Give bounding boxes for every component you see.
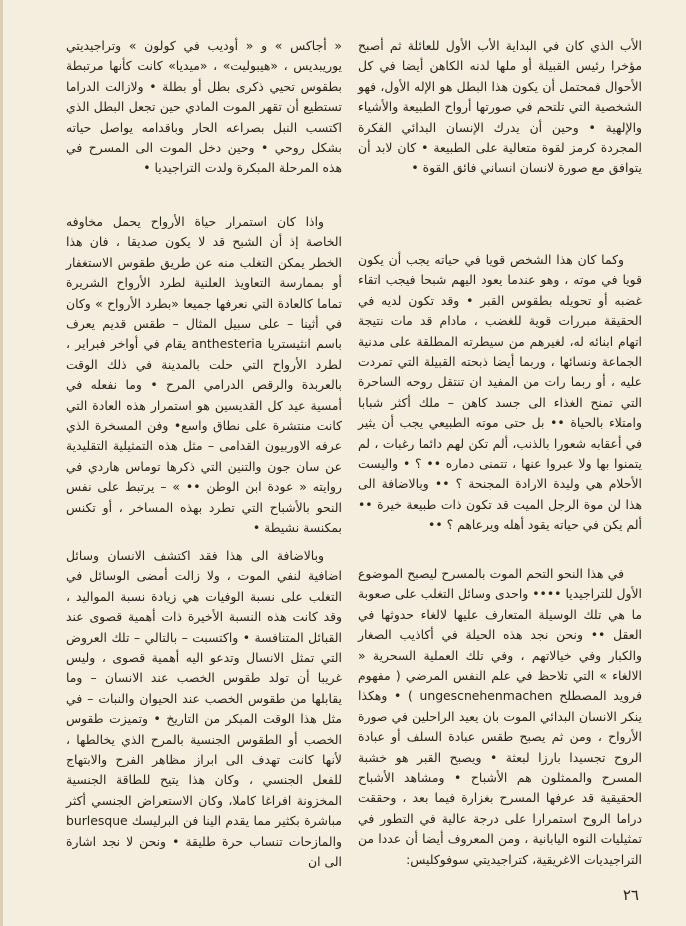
paragraph: وكما كان هذا الشخص قويا في حياته يجب أن يكون قويا في موته ، وهو عندما يعود اليهم شبحا فيجب اتقاء غضبه أو تحويله بطقوس القبر • وقد تكون لديه في الحقيقة مبررات قوية للغضب ، مادام قد مات نتيجة اتهام ابنائه له، لغيرهم من سيطرته المطلقة على مدنية الجماعة ونسائها ، وربما أيضا ذبحته القبيلة التي تمردت عليه ، أو ربما رات من المفيد ان تنتقل روحه الساحرة التي تمنح الغذاء الى جسد كاهن – ملك أكثر شبابا وامتلاء بالحياة •• بل حتى موته الطبيعي يجب أن يثير في أعقابه شعورا بالذنب، ألم تكن لهم دائما رغبات ، لم يتمنوا بها ولا عبروا عنها ، تتمنى دماره •• ؟ • واليست الأحلام هي وليدة الارادة المجنحة ؟ •• وبالاضافة الى هذا لن موة الرجل الميت قد تكون ذات طبيعة خيرة •• ألم يكن في حياته يقود أهله ويرعاهم ؟ •• [358, 252, 642, 533]
paragraph: وبالاضافة الى هذا فقد اكتشف الانسان وسائل اضافية لنفي الموت ، ولا زالت أمضى الوسائل في التغلب على نسبة الوفيات هي زيادة نسبة المواليد ، وقد كانت هذه النسبة الأخيرة ذات أهمية قصوى عند القبائل المتنافسة • واكتسبت – بالتالي – تلك العروض التي تمثل الانسال وتدعو اليه أهمية قصوى ، وليس غريبا أن تولد طقوس الخصب عند الانسان – وما يقابلها من طقوس الخصب عند الحيوان والنبات – في مثل هذا الوقت المبكر من التاريخ • وتميزت طقوس الخصب أو الطقوس الجنسية بالمرح الذي يخالطها ، لأنها كانت تهدف الى ابراز مظاهر الفرح والابتهاج للفعل الجنسي ، وكان هذا يتيح للطاقة الجنسية المخزونة افراغا كاملا، وكان الاستعراض الجنسي أكثر مباشرة بكثير مما يقدم الينا فن البرليسك burlesque والمازحات تنساب حرة طليقة • ونحن لا نجد اشارة الى ان [66, 548, 342, 870]
paragraph: واذا كان استمرار حياة الأرواح يحمل مخاوفه الخاصة إذ أن الشبح قد لا يكون صديقا ، فان هذا الخطر يمكن التغلب منه عن طريق طقوس الاستغفار أو بممارسة التعاويذ العلنية لطرد الأرواح الشريرة تماما كالعادة التي نعرفها جميعا «بطرد الأرواح » وكان في أثينا – على سبيل المثال – طقس قديم يعرف باسم انثيستريا anthesteria يقام في أواخر فبراير ، لطرد الأرواح التي حلت بالمدينة في ذلك الوقت بالعربدة والرقص الدرامي المرح • وما نفعله في أمسية عيد كل القديسين هو استمرار هذه العادة التي كانت منتشرة على نطاق واسع• وفن المسخرة الذي عرفه الاوربيون القدامى – مثل هذه التمثيلية التقليدية عن سان جون والتنين التي ذكرها توماس هاردي في روايته « عودة ابن الوطن •• » – يرتبط على نفس النحو بالأشباح التي تطرد بهذه المساخر ، أو تكنس بمكنسة نشيطة • [66, 214, 343, 536]
right-column-paragraph-3 [358, 564, 642, 870]
left-column-paragraph-3 [66, 546, 342, 873]
right-column-paragraph-1 [358, 36, 642, 179]
paragraph: « أجاكس » و « أوديب في كولون » وتراجيديتي يوريبديس ، «هيبوليت» ، «ميديا» كانت كأنها مرتبطة بطقوس تحيي ذكرى بطل أو بطلة • ولازالت الدراما تستطيع أن تقهر الموت المادي حين تجعل البطل الذي اكتسب النبل بصراعه الحار وباقدامه يواصل حياته بشكل روحي • وحين دخل الموت الى المسرح في هذه المرحلة المبكرة ولدت التراجيديا • [66, 38, 342, 176]
page-number: ٢٦ [622, 886, 639, 904]
page-edge-left [0, 0, 3, 926]
left-column-paragraph-1 [66, 36, 342, 179]
paragraph: في هذا النحو التحم الموت بالمسرح ليصبح الموضوع الأول للتراجيديا •••• واحدى وسائل التغلب على صعوبة ما هي تلك الوسيلة المتعارف عليها لالغاء حدوثها في العقل •• ونحن نجد هذه الحيلة في أكاذيب الصغار والكبار وفي خيالاتهم ، وفي تلك العملية السحرية « الالغاء » التي تلاحظ في علم النفس المرضي ( مفهوم فرويد المصطلح ungescnehenmachen ) • وهكذا ينكر الانسان البدائي الموت بان يعيد الراحلين في صورة الأرواح ، ومن ثم يصبح طقس عبادة السلف أو عبادة الروح تجسيدا بارزا لبعثة • ويصبح القبر هو خشبة المسرح والممثلون هم الأشباح • ومشاهد الأشباح الحقيقية قد عرفها المسرح بغزارة فيما بعد ، وحققت دراما الروح استمرارا على درجة عالية في التطور في تمثيليات النوه اليابانية ، ومن المعروف أيضا أن عددا من التراجيديات الاغريقية، كتراجيديتي سوفوكليس: [358, 566, 643, 867]
left-column-paragraph-2 [66, 212, 342, 539]
paragraph: الأب الذي كان في البداية الأب الأول للعائلة ثم أصبح مؤخرا رئيس القبيلة أو ملها لدنه الكاهن أيضا في كل الأحوال فمحتمل أن يكون هذا البطل هو الإله الأول، فهو الشخصية التي تلتحم في صورتها أرواح الطبيعة والأشياء والإلهية • وحين أن يدرك الإنسان البدائي الفكرة المجردة كرمز لقوة متعالية على الطبيعة • كان لابد أن يتوافق مع صورة لانسان انساني فائق القوة • [358, 38, 642, 176]
right-column-paragraph-2 [358, 250, 642, 536]
